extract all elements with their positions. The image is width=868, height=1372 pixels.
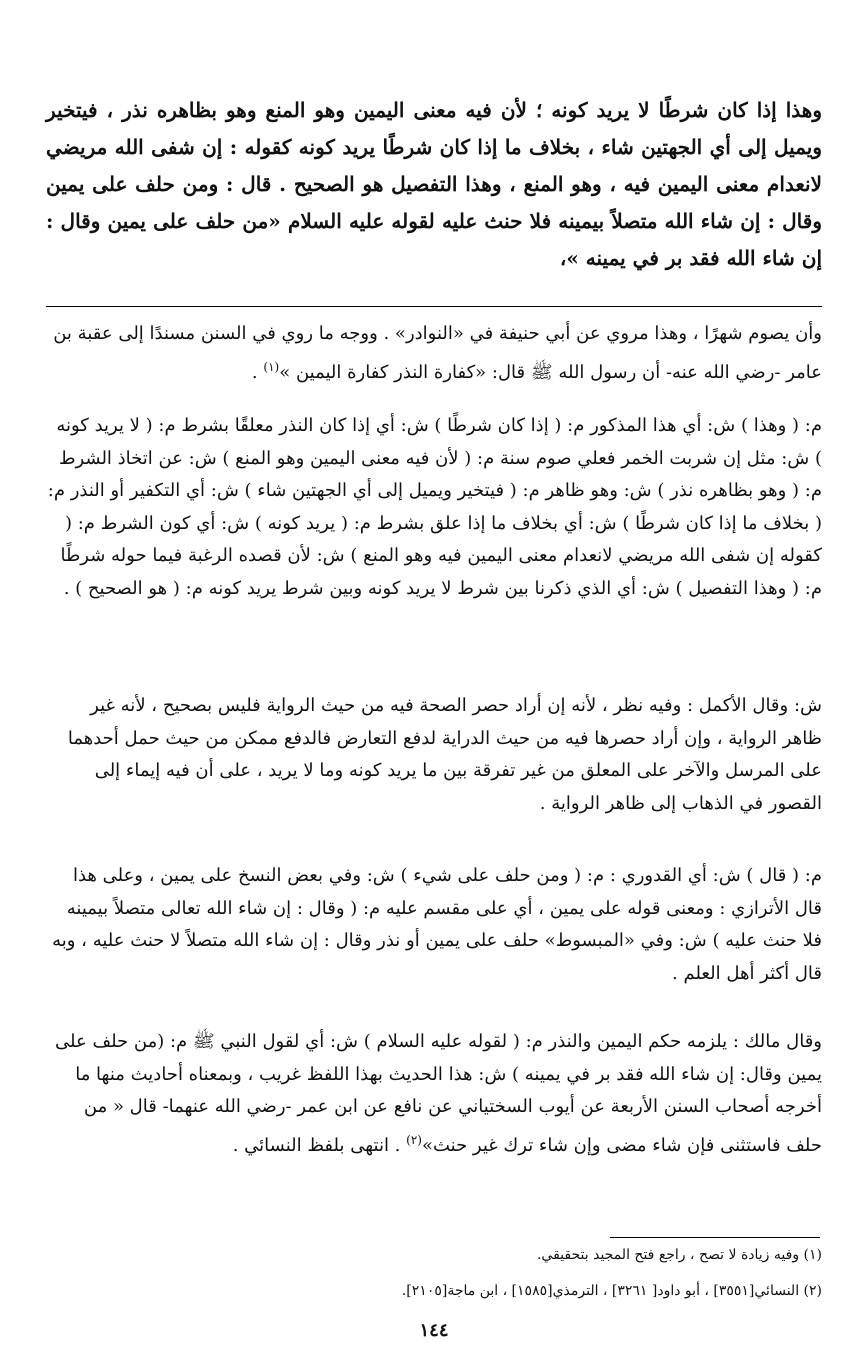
footnote-1: (١) وفيه زيادة لا تصح ، راجع فتح المجيد بتحقيقي. (536, 1247, 822, 1263)
commentary-paragraph-3 (46, 860, 822, 990)
matn-block (46, 92, 822, 277)
footnote-ref-2: (٢) (406, 1132, 422, 1147)
paragraph-text: م: ( قال ) ش: أي القدوري : م: ( ومن حلف على شيء ) ش: وفي بعض النسخ على يمين ، وعلى هذا قال الأترازي : ومعنى قوله على يمين ، أي على مقسم عليه م: ( وقال : إن شاء الله تعالى متصلاً بيمينه فلا حنث عليه ) ش: وفي «المبسوط» حلف على يمين أو نذر وقال : إن شاء الله متصلاً لا حنث عليه ، وبه قال أكثر أهل العلم . (52, 865, 822, 984)
commentary-paragraph-4 (46, 1026, 822, 1162)
paragraph-text: م: ( وهذا ) ش: أي هذا المذكور م: ( إذا كان شرطًا ) ش: أي إذا كان النذر معلقًا بشرط م: ( لا يريد كونه ) ش: مثل إن شربت الخمر فعلي صوم سنة م: ( لأن فيه معنى اليمين وهو المنع ) ش: عن اتخاذ الشرط م: ( وهو بظاهره نذر ) ش: وهو ظاهر م: ( فيتخير ويميل إلى أي الجهتين شاء ) ش: أي التكفير أو النذر م: ( بخلاف ما إذا كان شرطًا ) ش: أي بخلاف ما إذا علق بشرط م: ( يريد كونه ) ش: أي كون الشرط م: ( كقوله إن شفى الله مريضي لانعدام معنى اليمين فيه وهو المنع ) ش: لأن قصده الرغبة فيما حوله شرطًا م: ( وهذا التفصيل ) ش: أي الذي ذكرنا بين شرط لا يريد كونه وبين شرط يريد كونه م: ( هو الصحيح ) . (47, 415, 822, 599)
continuation-paragraph (46, 318, 822, 389)
footnote-2: (٢) النسائي[٣٥٥١] ، أبو داود[ ٣٢٦١] ، الترمذي[١٥٨٥] ، ابن ماجة[٢١٠٥]. (401, 1283, 822, 1299)
continuation-text: وأن يصوم شهرًا ، وهذا مروي عن أبي حنيفة في «النوادر» . ووجه ما روي في السنن مسندًا إلى عقبة بن عامر -رضي الله عنه- أن رسول الله ﷺ قال: «كفارة النذر كفارة اليمين » (53, 323, 822, 383)
paragraph-end: . انتهى بلفظ النسائي . (232, 1134, 407, 1156)
matn-divider (46, 306, 822, 307)
commentary-paragraph-2 (46, 690, 822, 820)
matn-text: وهذا إذا كان شرطًا لا يريد كونه ؛ لأن فيه معنى اليمين وهو المنع وهو بظاهره نذر ، فيتخير ويميل إلى أي الجهتين شاء ، بخلاف ما إذا كان شرطًا يريد كونه كقوله : إن شفى الله مريضي لانعدام معنى اليمين فيه ، وهو المنع ، وهذا التفصيل هو الصحيح . قال : ومن حلف على يمين وقال : إن شاء الله متصلاً بيمينه فلا حنث عليه لقوله عليه السلام «من حلف على يمين وقال : إن شاء الله فقد بر في يمينه »، (46, 98, 822, 270)
page-number: ١٤٤ (419, 1320, 449, 1341)
paragraph-text: وقال مالك : يلزمه حكم اليمين والنذر م: ( لقوله عليه السلام ) ش: أي لقول النبي ﷺ م: (من حلف على يمين وقال: إن شاء الله فقد بر في يمينه ) ش: هذا الحديث بهذا اللفظ غريب ، وبمعناه أحاديث منها ما أخرجه أصحاب السنن الأربعة عن أيوب السختياني عن نافع عن ابن عمر -رضي الله عنهما- قال « من حلف فاستثنى فإن شاء مضى وإن شاء ترك غير حنث» (55, 1031, 822, 1156)
commentary-paragraph-1 (46, 410, 822, 605)
footnote-ref-1: (١) (263, 359, 280, 374)
footnote-divider (610, 1237, 820, 1238)
paragraph-text: ش: وقال الأكمل : وفيه نظر ، لأنه إن أراد حصر الصحة فيه من حيث الرواية فليس بصحيح ، لأنه غير ظاهر الرواية ، وإن أراد حصرها فيه من حيث الدراية لدفع التعارض فالدفع ممكن من حيث حمل أحدهما على المرسل والآخر على المعلق من غير تفرقة بين ما يريد كونه وما لا يريد ، على أن فيه إيماء إلى القصور في الذهاب إلى ظاهر الرواية . (67, 695, 822, 814)
continuation-end: . (251, 361, 264, 383)
